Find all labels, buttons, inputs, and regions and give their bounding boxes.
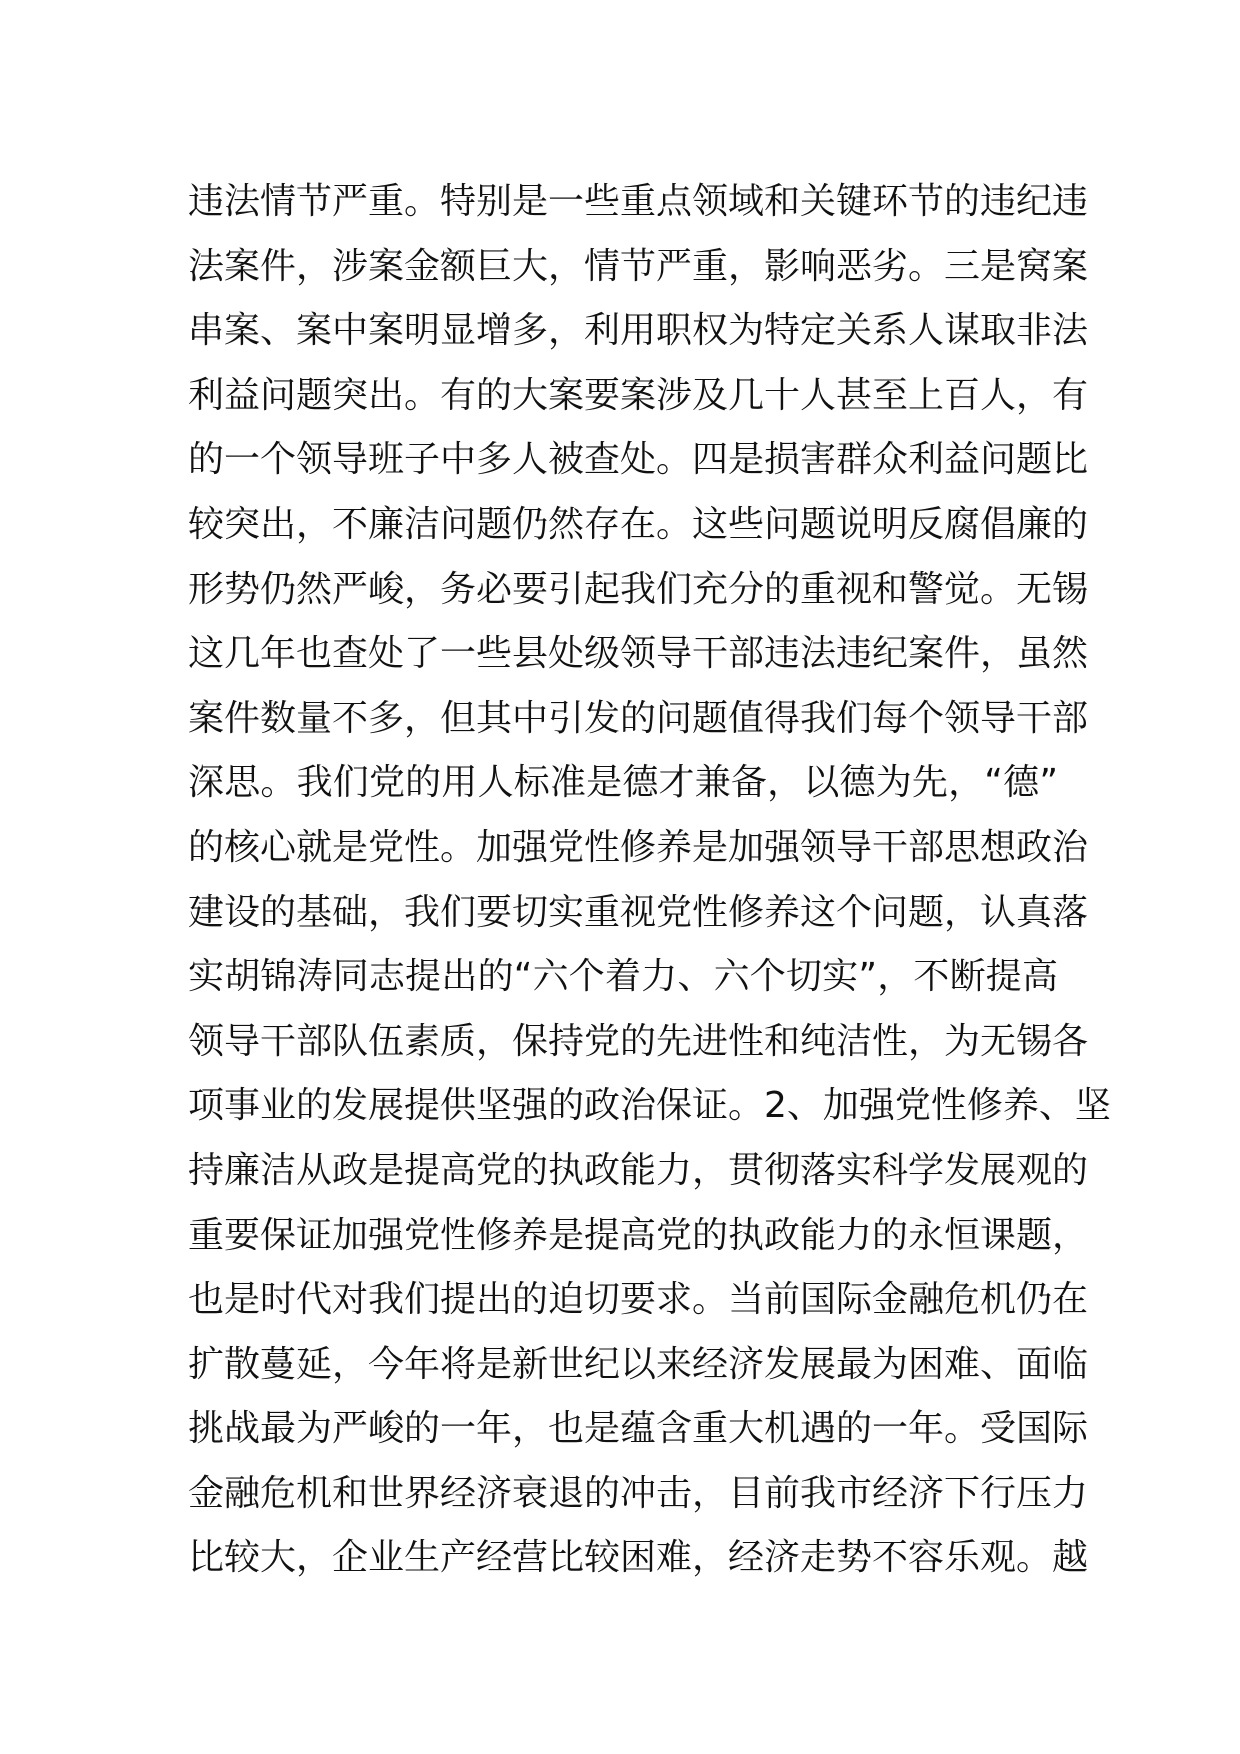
text-line: 较突出，不廉洁问题仍然存在。这些问题说明反腐倡廉的 <box>188 503 1089 545</box>
text-line: 也是时代对我们提出的迫切要求。当前国际金融危机仍在 <box>188 1279 1089 1321</box>
text-line: 项事业的发展提供坚强的政治保证。2、加强党性修养、坚 <box>188 1085 1111 1127</box>
text-line: 实胡锦涛同志提出的“六个着力、六个切实”，不断提高 <box>188 956 1058 998</box>
text-line: 建设的基础，我们要切实重视党性修养这个问题，认真落 <box>188 891 1089 933</box>
text-line: 领导干部队伍素质，保持党的先进性和纯洁性，为无锡各 <box>188 1020 1089 1062</box>
text-line: 这几年也查处了一些县处级领导干部违法违纪案件，虽然 <box>188 633 1089 675</box>
text-line: 金融危机和世界经济衰退的冲击，目前我市经济下行压力 <box>188 1472 1089 1514</box>
text-line: 的核心就是党性。加强党性修养是加强领导干部思想政治 <box>188 826 1089 868</box>
text-line: 形势仍然严峻，务必要引起我们充分的重视和警觉。无锡 <box>188 568 1089 610</box>
text-line: 串案、案中案明显增多，利用职权为特定关系人谋取非法 <box>188 310 1089 352</box>
text-line: 的一个领导班子中多人被查处。四是损害群众利益问题比 <box>188 439 1089 481</box>
text-line: 法案件，涉案金额巨大，情节严重，影响恶劣。三是窝案 <box>188 245 1089 287</box>
text-line: 挑战最为严峻的一年，也是蕴含重大机遇的一年。受国际 <box>188 1408 1089 1450</box>
text-line: 违法情节严重。特别是一些重点领域和关键环节的违纪违 <box>188 181 1089 222</box>
text-line: 比较大，企业生产经营比较困难，经济走势不容乐观。越 <box>188 1537 1089 1579</box>
text-line: 利益问题突出。有的大案要案涉及几十人甚至上百人，有 <box>188 374 1089 416</box>
text-line: 重要保证加强党性修养是提高党的执政能力的永恒课题， <box>188 1214 1089 1256</box>
text-line: 持廉洁从政是提高党的执政能力，贯彻落实科学发展观的 <box>188 1149 1089 1191</box>
text-line: 扩散蔓延，今年将是新世纪以来经济发展最为困难、面临 <box>188 1343 1089 1385</box>
text-line: 深思。我们党的用人标准是德才兼备，以德为先，“德” <box>188 762 1058 804</box>
text-line: 案件数量不多，但其中引发的问题值得我们每个领导干部 <box>188 697 1089 739</box>
body-text <box>188 170 1111 1591</box>
